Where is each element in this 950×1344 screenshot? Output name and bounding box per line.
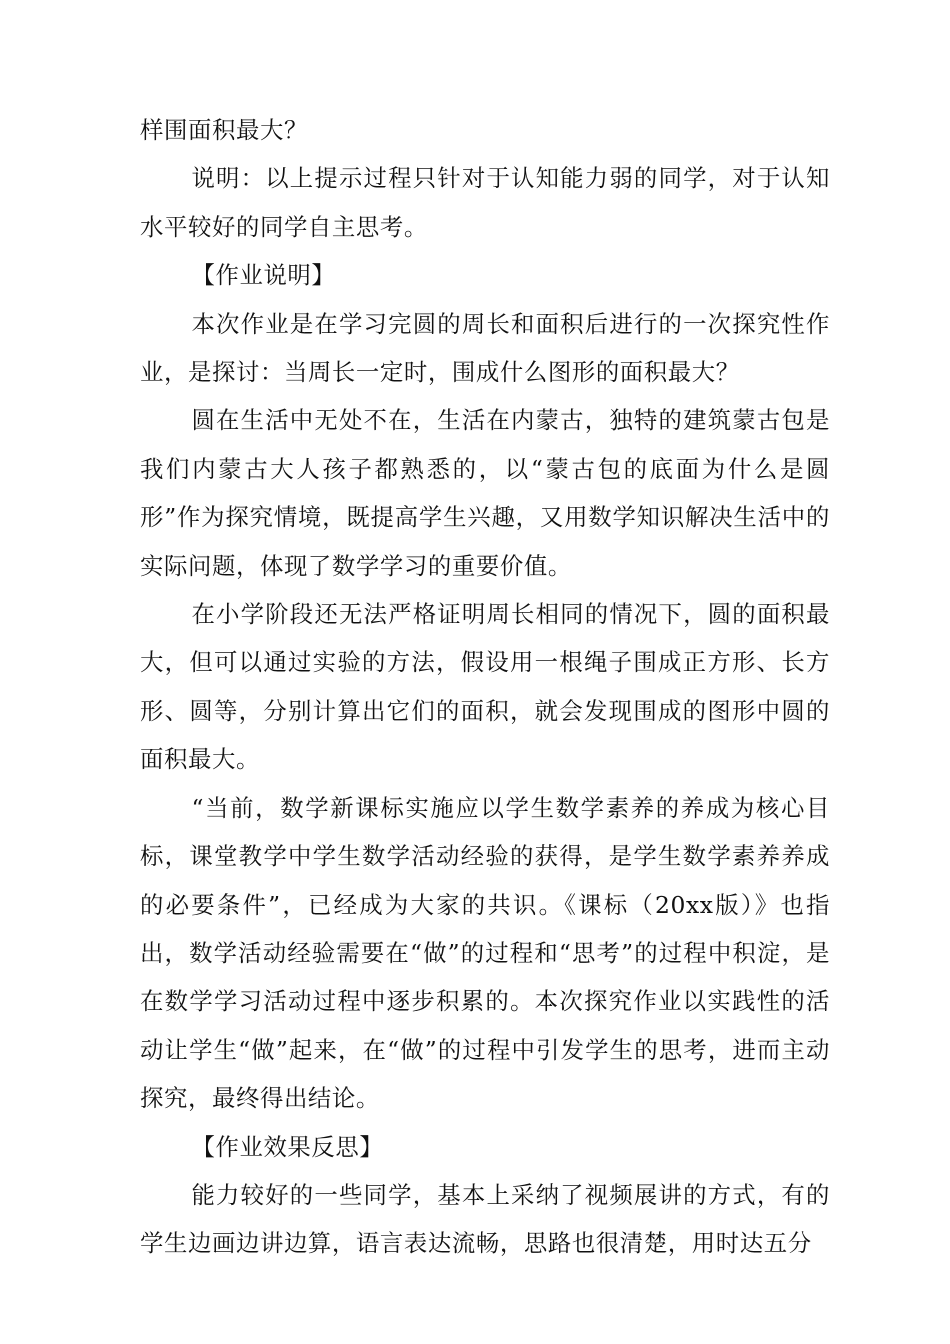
section-heading-effect-reflection: 【作业效果反思】 — [191, 1132, 384, 1161]
paragraph-homework-purpose: 本次作业是在学习完圆的周长和面积后进行的一次探究性作业，是探讨：当周长一定时，围成什么图形的面积最大？ — [140, 309, 830, 387]
paragraph-note: 说明：以上提示过程只针对于认知能力弱的同学，对于认知水平较好的同学自主思考。 — [140, 164, 830, 241]
section-heading-homework-description: 【作业说明】 — [191, 261, 336, 290]
paragraph-continued: 样围面积最大？ — [140, 116, 308, 144]
paragraph-mongolian-yurt-context: 圆在生活中无处不在，生活在内蒙古，独特的建筑蒙古包是我们内蒙古大人孩子都熟悉的，以“蒙古包的底面为什么是圆形”作为探究情境，既提高学生兴趣，又用数学知识解决生活中的实际问题，体现了数学学习的重要价值。 — [140, 406, 830, 580]
paragraph-reflection: 能力较好的一些同学，基本上采纳了视频展讲的方式，有的学生边画边讲边算，语言表达流畅，思路也很清楚，用时达五分 — [140, 1180, 830, 1258]
document-body — [140, 106, 830, 1268]
paragraph-experiment-method: 在小学阶段还无法严格证明周长相同的情况下，圆的面积最大，但可以通过实验的方法，假设用一根绳子围成正方形、长方形、圆等，分别计算出它们的面积，就会发现围成的图形中圆的面积最大。 — [140, 600, 830, 774]
paragraph-curriculum-standards: “当前，数学新课标实施应以学生数学素养的养成为核心目标，课堂教学中学生数学活动经验的获得，是学生数学素养养成的必要条件”，已经成为大家的共识。《课标（20xx版）》也指出，数学活动经验需要在“做”的过程和“思考”的过程中积淀，是在数学学习活动过程中逐步积累的。本次探究作业以实践性的活动让学生“做”起来，在“做”的过程中引发学生的思考，进而主动探究，最终得出结论。 — [140, 793, 830, 1113]
